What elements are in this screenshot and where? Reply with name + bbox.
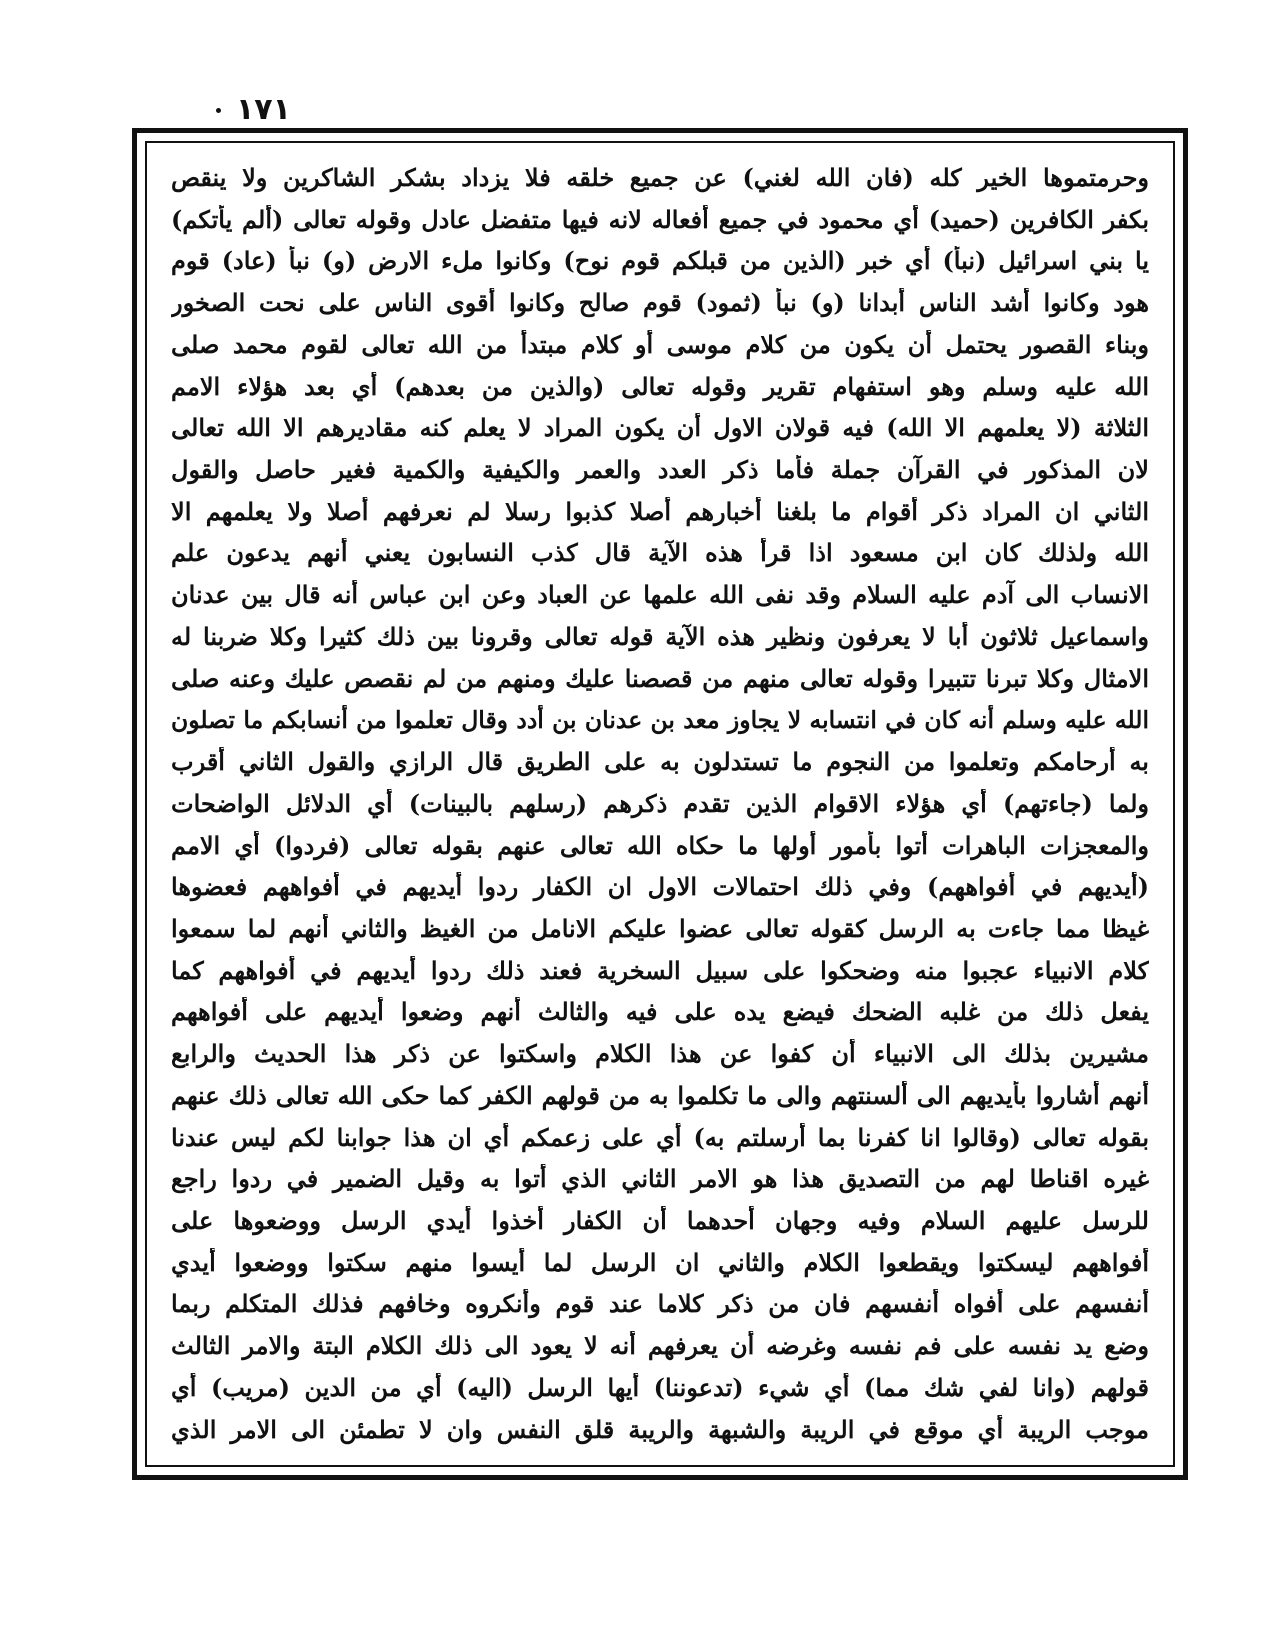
text-line: أنفسهم على أفواه أنفسهم فان من ذكر كلاما عند قوم وأنكروه وخافهم فذلك المتكلم ربما <box>171 1289 1149 1319</box>
text-line: يفعل ذلك من غلبه الضحك فيضع يده على فيه والثالث أنهم وضعوا أيديهم على أفواههم <box>171 997 1149 1027</box>
text-line: مشيرين بذلك الى الانبياء أن كفوا عن هذا الكلام واسكتوا عن ذكر هذا الحديث والرابع <box>171 1039 1149 1069</box>
body-text <box>171 163 1149 1445</box>
text-line: الله ولذلك كان ابن مسعود اذا قرأ هذه الآية قال كذب النسابون يعني أنهم يدعون علم <box>171 538 1149 568</box>
page-border-inner <box>145 141 1175 1467</box>
text-line: الانساب الى آدم عليه السلام وقد نفى الله علمها عن العباد وعن ابن عباس أنه قال بين عدنان <box>171 580 1149 610</box>
page-number: ١٧١ <box>236 92 291 127</box>
text-line: بكفر الكافرين (حميد) أي محمود في جميع أفعاله لانه فيها متفضل عادل وقوله تعالى (ألم يأتكم) <box>171 204 1149 234</box>
text-line: وحرمتموها الخير كله (فان الله لغني) عن جميع خلقه فلا يزداد بشكر الشاكرين ولا ينقص <box>171 163 1149 192</box>
page-border-outer <box>132 128 1188 1480</box>
text-line: غيره اقناطا لهم من التصديق هذا هو الامر الثاني الذي أتوا به وقيل الضمير في ردوا راجع <box>171 1164 1149 1194</box>
text-line: الثلاثة (لا يعلمهم الا الله) فيه قولان الاول أن يكون المراد لا يعلم كنه مقاديرهم الا الله تعالى <box>171 413 1149 443</box>
text-line: الامثال وكلا تبرنا تتبيرا وقوله تعالى منهم من قصصنا عليك ومنهم من لم نقصص عليك وعنه صلى <box>171 663 1149 693</box>
text-line: أنهم أشاروا بأيديهم الى ألسنتهم والى ما تكلموا به من قولهم الكفر كما حكى الله تعالى ذلك عنهم <box>171 1080 1149 1110</box>
text-line: والمعجزات الباهرات أتوا بأمور أولها ما حكاه الله تعالى عنهم بقوله تعالى (فردوا) أي الامم <box>171 830 1149 860</box>
text-line: لان المذكور في القرآن جملة فأما ذكر العدد والعمر والكيفية والكمية فغير حاصل والقول <box>171 455 1149 485</box>
text-line: الثاني ان المراد ذكر أقوام ما بلغنا أخبارهم أصلا كذبوا رسلا لم نعرفهم أصلا ولا يعلمهم الا <box>171 496 1149 526</box>
text-line: به أرحامكم وتعلموا من النجوم ما تستدلون به على الطريق قال الرازي والقول الثاني أقرب <box>171 747 1149 777</box>
page-number-dot <box>216 108 221 113</box>
text-line: وضع يد نفسه على فم نفسه وغرضه أن يعرفهم أنه لا يعود الى ذلك الكلام البتة والامر الثالث <box>171 1331 1149 1361</box>
text-line: الله عليه وسلم وهو استفهام تقرير وقوله تعالى (والذين من بعدهم) أي بعد هؤلاء الامم <box>171 371 1149 401</box>
text-line: هود وكانوا أشد الناس أبدانا (و) نبأ (ثمود) قوم صالح وكانوا أقوى الناس على نحت الصخور <box>171 288 1149 318</box>
text-line: أفواههم ليسكتوا ويقطعوا الكلام والثاني ان الرسل لما أيسوا منهم سكتوا ووضعوا أيدي <box>171 1247 1149 1277</box>
text-line: ولما (جاءتهم) أي هؤلاء الاقوام الذين تقدم ذكرهم (رسلهم بالبينات) أي الدلائل الواضحات <box>171 788 1149 818</box>
text-line: بقوله تعالى (وقالوا انا كفرنا بما أرسلتم به) أي على زعمكم أي ان هذا جوابنا لكم ليس عندنا <box>171 1122 1149 1152</box>
text-line: موجب الريبة أي موقع في الريبة والشبهة والريبة قلق النفس وان لا تطمئن الى الامر الذي <box>171 1414 1149 1444</box>
text-line: للرسل عليهم السلام وفيه وجهان أحدهما أن الكفار أخذوا أيدي الرسل ووضعوها على <box>171 1205 1149 1235</box>
text-line: الله عليه وسلم أنه كان في انتسابه لا يجاوز معد بن عدنان بن أدد وقال تعلموا من أنسابكم ما تصلون <box>171 706 1149 735</box>
text-line: وبناء القصور يحتمل أن يكون من كلام موسى أو كلام مبتدأ من الله تعالى لقوم محمد صلى <box>171 329 1149 359</box>
text-line: واسماعيل ثلاثون أبا لا يعرفون ونظير هذه الآية قوله تعالى وقرونا بين ذلك كثيرا وكلا ضربنا له <box>171 621 1149 651</box>
text-line: (أيديهم في أفواههم) وفي ذلك احتمالات الاول ان الكفار ردوا أيديهم في أفواههم فعضوها <box>171 872 1149 902</box>
text-line: قولهم (وانا لفي شك مما) أي شيء (تدعوننا) أيها الرسل (اليه) أي من الدين (مريب) أي <box>171 1372 1149 1402</box>
text-line: يا بني اسرائيل (نبأ) أي خبر (الذين من قبلكم قوم نوح) وكانوا ملء الارض (و) نبأ (عاد) قوم <box>171 246 1149 276</box>
text-line: كلام الانبياء عجبوا منه وضحكوا على سبيل السخرية فعند ذلك ردوا أيديهم في أفواههم كما <box>171 955 1149 985</box>
text-line: غيظا مما جاءت به الرسل كقوله تعالى عضوا عليكم الانامل من الغيظ والثاني أنهم لما سمعوا <box>171 913 1149 943</box>
